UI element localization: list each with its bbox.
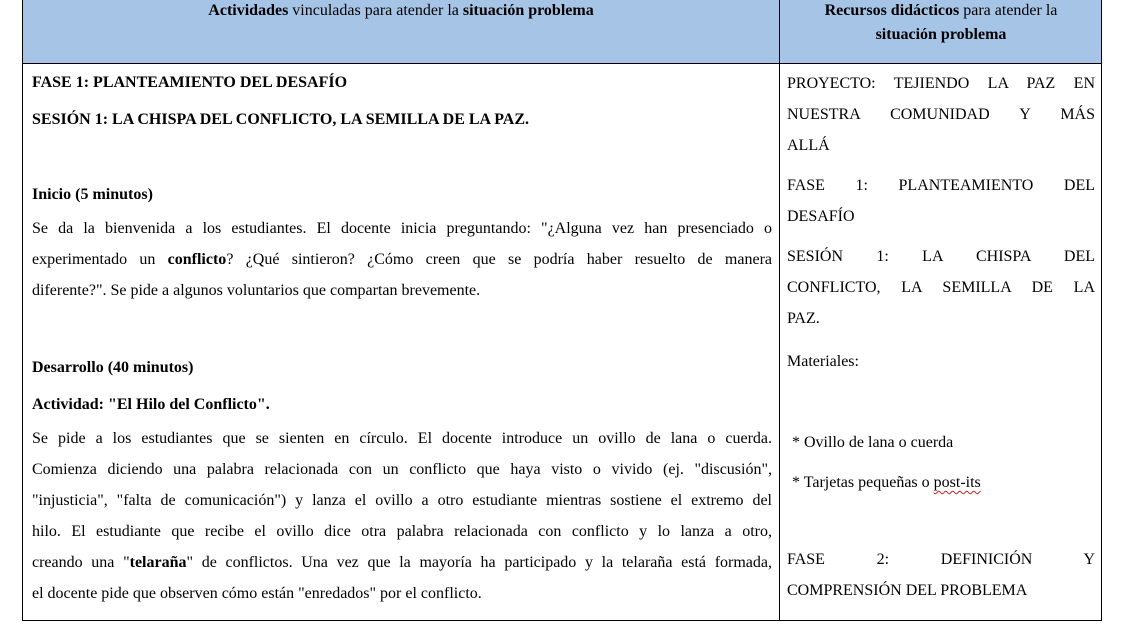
header-left-text: vinculadas para atender la — [288, 2, 463, 19]
fase1-block — [787, 170, 1095, 232]
desarrollo-line-3: "injusticia", "falta de comunicación") y lanza el ovillo a otro estudiante mientras sostiene el extremo del — [32, 492, 772, 509]
sesion-block — [787, 241, 1095, 334]
desarrollo-line-5-post: " de conflictos. Una vez que la mayoría ha participado y la telaraña está formada, — [186, 554, 773, 571]
left-fase-title: FASE 1: PLANTEAMIENTO DEL DESAFÍO — [32, 74, 348, 91]
header-resources — [780, 0, 1102, 47]
material-item-2-text: * Tarjetas pequeñas o — [792, 474, 934, 491]
fase2-line-1: FASE 2: DEFINICIÓN Y — [787, 551, 1095, 568]
header-right-bold-1: Recursos didácticos — [824, 2, 960, 19]
desarrollo-line-1: Se pide a los estudiantes que se sienten en círculo. El docente introduce un ovillo de lana o cuerda. — [32, 430, 772, 447]
inicio-line-2-post: ? ¿Qué sintieron? ¿Cómo creen que se podría haber resuelto de manera — [226, 251, 772, 268]
desarrollo-line-5-bold: telaraña — [129, 554, 187, 571]
header-right-text: para atender la — [959, 2, 1058, 19]
inicio-line-3: diferente?". Se pide a algunos voluntarios que compartan brevemente. — [32, 282, 481, 299]
inicio-paragraph — [32, 213, 772, 306]
proyecto-block — [787, 68, 1095, 161]
header-left-bold-2: situación problema — [462, 2, 594, 19]
sesion-line-3: PAZ. — [787, 310, 820, 327]
desarrollo-line-5-pre: creando una " — [32, 554, 130, 571]
desarrollo-line-5 — [32, 547, 772, 578]
inicio-line-2 — [32, 244, 772, 275]
activities-table — [22, 0, 1102, 621]
fase2-line-2: COMPRENSIÓN DEL PROBLEMA — [787, 582, 1028, 599]
desarrollo-line-2: Comienza diciendo una palabra relacionada con un conflicto que haya visto o vivido (ej. "discusión", — [32, 461, 772, 478]
table-header-row — [23, 0, 1101, 64]
desarrollo-paragraph — [32, 423, 772, 609]
sesion-line-1: SESIÓN 1: LA CHISPA DEL — [787, 248, 1095, 265]
inicio-line-1: Se da la bienvenida a los estudiantes. El docente inicia preguntando: "¿Alguna vez han presenciado o — [32, 220, 772, 237]
material-item-1: * Ovillo de lana o cuerda — [792, 434, 954, 451]
materiales-label: Materiales: — [787, 353, 859, 370]
desarrollo-heading: Desarrollo (40 minutos) — [32, 359, 194, 376]
sesion-line-2: CONFLICTO, LA SEMILLA DE LA — [787, 279, 1095, 296]
proyecto-line-3: ALLÁ — [787, 137, 830, 154]
column-divider — [779, 0, 780, 620]
proyecto-line-1: PROYECTO: TEJIENDO LA PAZ EN — [787, 75, 1095, 92]
fase1-line-2: DESAFÍO — [787, 208, 855, 225]
inicio-heading: Inicio (5 minutos) — [32, 186, 153, 203]
fase1-line-1: FASE 1: PLANTEAMIENTO DEL — [787, 177, 1095, 194]
proyecto-line-2: NUESTRA COMUNIDAD Y MÁS — [787, 106, 1095, 123]
material-item-2 — [792, 473, 981, 493]
spellcheck-underlined-word: post-its — [933, 474, 981, 491]
fase2-block — [787, 544, 1095, 606]
header-left-bold-1: Actividades — [208, 2, 289, 19]
inicio-line-2-pre: experimentado un — [32, 251, 168, 268]
desarrollo-line-4: hilo. El estudiante que recibe el ovillo dice otra palabra relacionada con conflicto y lo lanza a otro, — [32, 523, 772, 540]
actividad-heading: Actividad: "El Hilo del Conflicto". — [32, 396, 270, 413]
left-sesion-title: SESIÓN 1: LA CHISPA DEL CONFLICTO, LA SEMILLA DE LA PAZ. — [32, 111, 530, 128]
header-activities — [23, 0, 779, 23]
header-right-bold-2: situación problema — [875, 26, 1007, 43]
desarrollo-line-6: el docente pide que observen cómo están "enredados" por el conflicto. — [32, 585, 482, 602]
inicio-line-2-bold: conflicto — [167, 251, 227, 268]
